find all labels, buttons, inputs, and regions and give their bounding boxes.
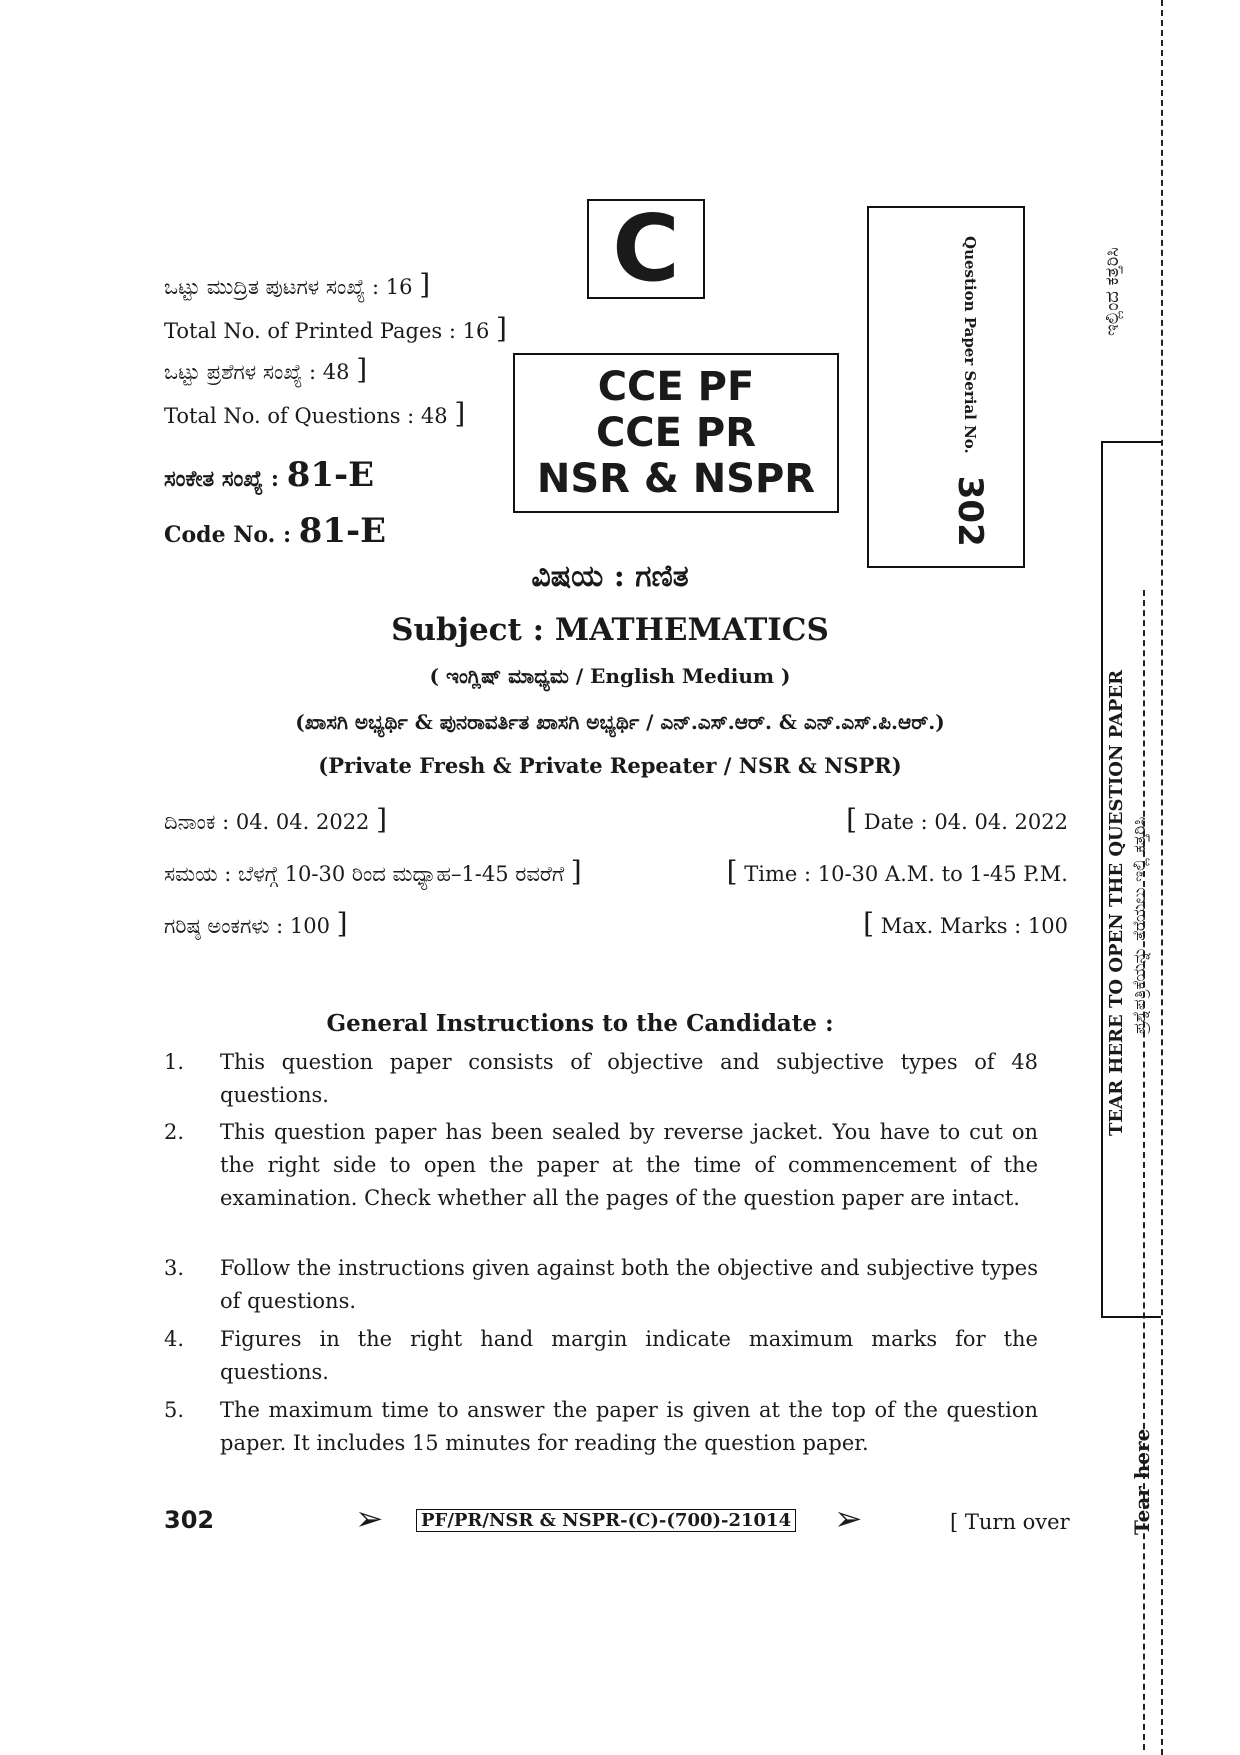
- turn-over: [ Turn over: [950, 1510, 1070, 1534]
- exam-line: NSR & NSPR: [536, 456, 816, 502]
- serial-label: Question Paper Serial No.: [961, 236, 979, 454]
- instruction-number: 3.: [164, 1256, 185, 1280]
- instruction-text: The maximum time to answer the paper is given at the top of the question paper. It includes 15 minutes for reading the question paper.: [220, 1398, 1038, 1455]
- tear-here-label: Tear here: [1130, 1428, 1154, 1535]
- instructions-title: General Instructions to the Candidate :: [326, 1010, 834, 1037]
- instruction-text: This question paper has been sealed by reverse jacket. You have to cut on the right side to open the paper at the time of commencement of the examination. Check whether all the pages of the question paper are intact.: [220, 1120, 1038, 1210]
- cut-here-kannada: ಇಲ್ಲಿಂದ ಕತ್ತರಿಸಿ: [1102, 247, 1123, 336]
- instruction-number: 4.: [164, 1327, 185, 1351]
- candidate-type-kannada: (ಖಾಸಗಿ ಅಭ್ಯರ್ಥಿ & ಪುನರಾವರ್ತಿತ ಖಾಸಗಿ ಅಭ್ಯರ್ಥಿ / ಎನ್.ಎಸ್.ಆರ್. & ಎನ್.ಎಸ್.ಪಿ.ಆರ್.): [295, 710, 945, 734]
- paper-code: PF/PR/NSR & NSPR-(C)-(700)-21014: [416, 1510, 796, 1531]
- code-number-kannada: ಸಂಕೇತ ಸಂಖ್ಯೆ : 81-E: [164, 455, 375, 495]
- tear-line-outer: [1161, 0, 1163, 1755]
- exam-line: CCE PF: [597, 364, 755, 410]
- serial-number-box: [867, 206, 1025, 568]
- instruction-item: [164, 1323, 1038, 1389]
- instruction-item: [164, 1252, 1038, 1318]
- version-letter: C: [612, 195, 680, 302]
- instruction-item: [164, 1116, 1038, 1215]
- code-number-english: Code No. : 81-E: [164, 511, 387, 551]
- subject-english: Subject : MATHEMATICS: [391, 612, 829, 648]
- printed-pages-kannada: ಒಟ್ಟು ಮುದ್ರಿತ ಪುಟಗಳ ಸಂಖ್ಯೆ : 16 ]: [164, 268, 431, 301]
- date-english: [ Date : 04. 04. 2022: [846, 803, 1068, 836]
- exam-type-box: [513, 353, 839, 513]
- instruction-item: [164, 1046, 1038, 1112]
- instruction-text: Figures in the right hand margin indicate maximum marks for the questions.: [220, 1327, 1038, 1384]
- page-number: 302: [164, 1506, 215, 1534]
- total-questions-english: Total No. of Questions : 48 ]: [164, 397, 466, 430]
- arrow-right-icon: ➢: [834, 1499, 863, 1539]
- instruction-text: This question paper consists of objective and subjective types of 48 questions.: [220, 1050, 1038, 1107]
- max-marks-english: [ Max. Marks : 100: [863, 907, 1068, 940]
- exam-line: CCE PR: [595, 410, 757, 456]
- serial-value: 302: [950, 475, 990, 547]
- medium-line: ( ಇಂಗ್ಲಿಷ್ ಮಾಧ್ಯಮ / English Medium ): [429, 664, 791, 688]
- instruction-number: 2.: [164, 1120, 185, 1144]
- tear-here-english-vertical: TEAR HERE TO OPEN THE QUESTION PAPER: [1106, 669, 1127, 1136]
- instruction-number: 1.: [164, 1050, 185, 1074]
- date-kannada: ದಿನಾಂಕ : 04. 04. 2022 ]: [164, 803, 388, 836]
- max-marks-kannada: ಗರಿಷ್ಠ ಅಂಕಗಳು : 100 ]: [164, 907, 348, 940]
- instruction-item: [164, 1394, 1038, 1460]
- time-kannada: ಸಮಯ : ಬೆಳಗ್ಗೆ 10-30 ರಿಂದ ಮಧ್ಯಾಹ–1-45 ರವರೆಗೆ ]: [164, 855, 582, 888]
- arrow-right-icon: ➢: [355, 1499, 384, 1539]
- time-english: [ Time : 10-30 A.M. to 1-45 P.M.: [726, 855, 1068, 888]
- serial-number: [950, 236, 990, 547]
- printed-pages-english: Total No. of Printed Pages : 16 ]: [164, 312, 507, 345]
- instruction-number: 5.: [164, 1398, 185, 1422]
- version-box: [587, 195, 705, 302]
- tear-here-kannada-vertical: ಪ್ರಶ್ನೆಪತ್ರಿಕೆಯನ್ನು ತೆರೆಯಲು ಇಲ್ಲಿ ಕತ್ತರಿಸಿ: [1130, 816, 1150, 1034]
- total-questions-kannada: ಒಟ್ಟು ಪ್ರಶೆಗಳ ಸಂಖ್ಯೆ : 48 ]: [164, 353, 368, 386]
- candidate-type-english: (Private Fresh & Private Repeater / NSR & NSPR): [318, 753, 902, 778]
- subject-kannada: ವಿಷಯ : ಗಣಿತ: [531, 559, 689, 594]
- instruction-text: Follow the instructions given against both the objective and subjective types of questions.: [220, 1256, 1038, 1313]
